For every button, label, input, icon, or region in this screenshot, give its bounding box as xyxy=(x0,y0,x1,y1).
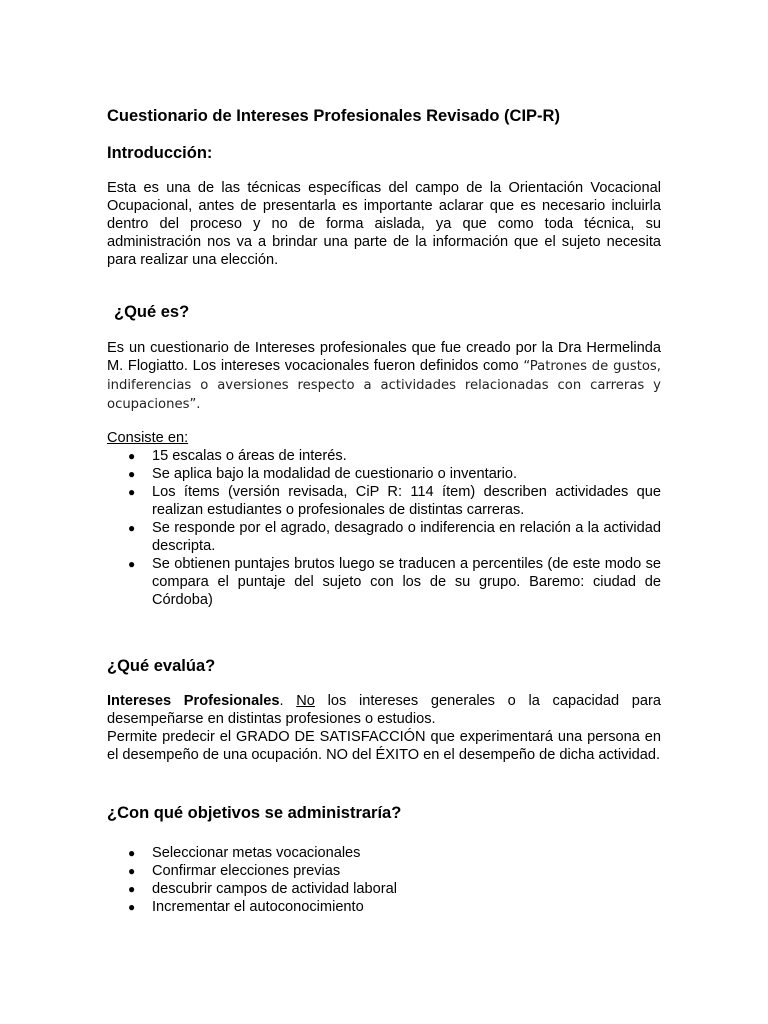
document-title: Cuestionario de Intereses Profesionales Revisado (CIP-R) xyxy=(107,107,560,125)
paragraph-introduccion: Esta es una de las técnicas específicas del campo de la Orientación Vocacional Ocupacional, antes de presentarla es importante aclarar que es necesario incluirla dentro del proceso y no de forma aislada, ya que como toda técnica, su administración nos va a brindar una parte de la información que el sujeto necesita para realizar una elección. xyxy=(107,180,661,268)
list-item xyxy=(107,483,661,519)
objetivos-list xyxy=(107,844,661,916)
heading-que-es: ¿Qué es? xyxy=(114,303,190,321)
bullet-icon: ● xyxy=(128,557,136,571)
paragraph-que-evalua xyxy=(107,692,661,764)
list-item xyxy=(107,862,661,880)
bullet-icon: ● xyxy=(128,449,136,463)
paragraph-que-evalua-rest: los intereses generales o la capacidad para desempeñarse en distintas profesiones o estudios. xyxy=(107,693,661,727)
list-item-text: Los ítems (versión revisada, CiP R: 114 ítem) describen actividades que realizan estudiantes o profesionales de distintas carreras. xyxy=(152,484,661,518)
heading-que-evalua: ¿Qué evalúa? xyxy=(107,657,216,675)
list-item xyxy=(107,898,661,916)
heading-introduccion: Introducción: xyxy=(107,144,213,162)
list-item xyxy=(107,555,661,609)
list-item-text: Incrementar el autoconocimiento xyxy=(152,899,364,915)
list-item xyxy=(107,844,661,862)
bullet-icon: ● xyxy=(128,521,136,535)
list-item-text: 15 escalas o áreas de interés. xyxy=(152,448,347,464)
definition-quote: “Patrones de gustos, indiferencias o aversiones respecto a actividades relacionadas con carreras y ocupaciones”. xyxy=(107,359,661,412)
paragraph-que-evalua-2: Permite predecir el GRADO DE SATISFACCIÓN que experimentará una persona en el desempeño de una ocupación. NO del ÉXITO en el desempeño de dicha actividad. xyxy=(107,729,661,763)
list-item xyxy=(107,447,661,465)
list-item xyxy=(107,519,661,555)
bullet-icon: ● xyxy=(128,900,136,914)
list-item-text: Se aplica bajo la modalidad de cuestionario o inventario. xyxy=(152,466,518,482)
bullet-icon: ● xyxy=(128,882,136,896)
consiste-label: Consiste en: xyxy=(107,430,189,446)
list-item-text: Se obtienen puntajes brutos luego se traducen a percentiles (de este modo se compara el puntaje del sujeto con los de su grupo. Baremo: ciudad de Córdoba) xyxy=(152,556,661,608)
bullet-icon: ● xyxy=(128,467,136,481)
period: . xyxy=(279,693,284,709)
list-item-text: Seleccionar metas vocacionales xyxy=(152,845,361,861)
heading-objetivos: ¿Con qué objetivos se administraría? xyxy=(107,804,402,822)
consiste-list xyxy=(107,447,661,609)
list-item xyxy=(107,880,661,898)
list-item xyxy=(107,465,661,483)
list-item-text: descubrir campos de actividad laboral xyxy=(152,881,397,897)
paragraph-que-es-text: Es un cuestionario de Intereses profesionales que fue creado por la Dra Hermelinda M. Flogiatto. Los intereses vocacionales fueron definidos como xyxy=(107,340,661,374)
list-item-text: Se responde por el agrado, desagrado o indiferencia en relación a la actividad descripta. xyxy=(152,520,661,554)
list-item-text: Confirmar elecciones previas xyxy=(152,863,341,879)
bullet-icon: ● xyxy=(128,846,136,860)
bold-lead: Intereses Profesionales xyxy=(107,693,280,709)
bullet-icon: ● xyxy=(128,485,136,499)
bullet-icon: ● xyxy=(128,864,136,878)
paragraph-que-es xyxy=(107,339,661,414)
underlined-no: No xyxy=(296,693,315,709)
